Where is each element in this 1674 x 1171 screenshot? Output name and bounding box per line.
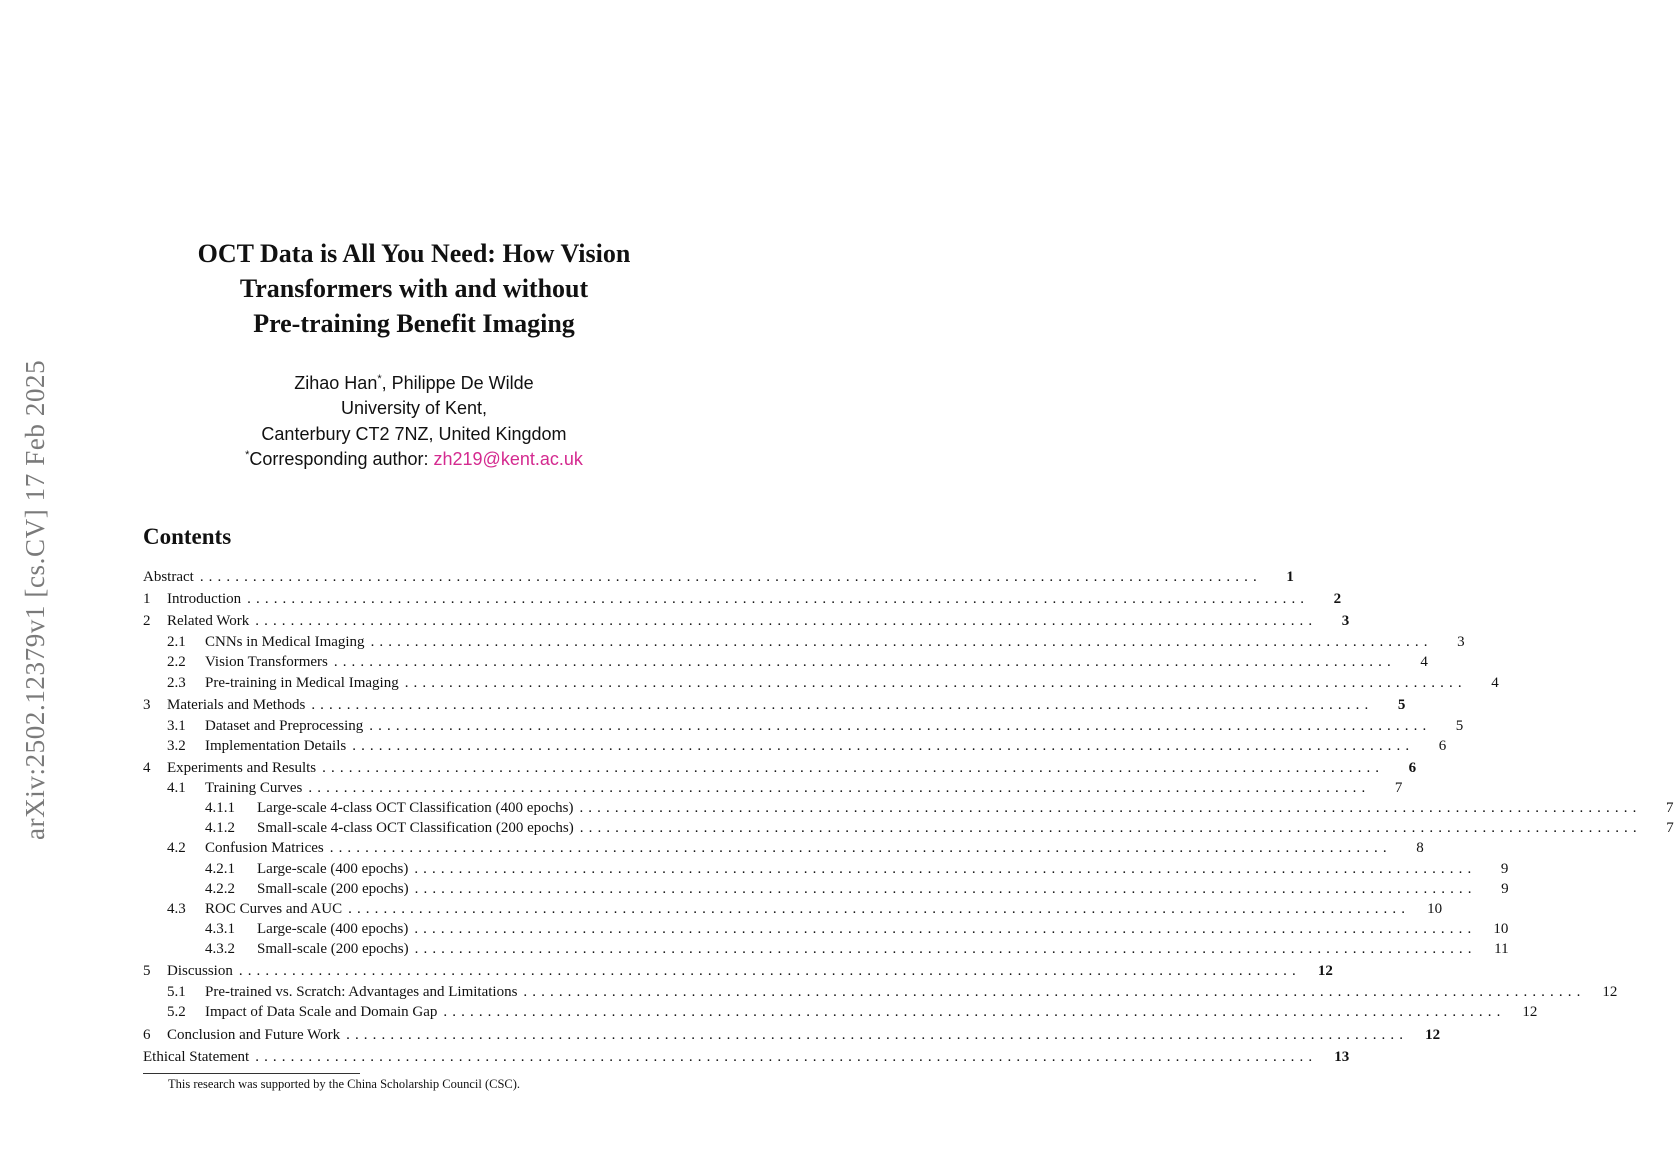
toc-leader-dots: ........................................................................................................................ <box>370 634 1433 650</box>
toc-page-number: 1 <box>1286 569 1294 585</box>
toc-page-number: 8 <box>1416 840 1424 856</box>
footnote-divider <box>143 1073 360 1074</box>
toc-leader-dots: ........................................................................................................................ <box>329 840 1392 856</box>
toc-page-number: 12 <box>1602 984 1618 1000</box>
toc-title: Dataset and Preprocessing <box>205 718 364 734</box>
toc-title: Vision Transformers <box>205 654 328 670</box>
first-author: Zihao Han <box>294 373 378 393</box>
author-marker: * <box>377 373 382 385</box>
corresponding-author <box>114 447 714 472</box>
toc-page-number: 9 <box>1501 881 1509 897</box>
toc-title: Conclusion and Future Work <box>167 1027 341 1043</box>
affiliation: University of Kent, <box>340 398 488 419</box>
toc-leader-dots: ........................................................................................................................ <box>255 1049 1318 1065</box>
toc-leader-dots: ........................................................................................................................ <box>322 760 1385 776</box>
toc-page-number: 12 <box>1425 1027 1441 1043</box>
toc-section-number: 2.2 <box>167 654 186 670</box>
toc-title: Pre-trained vs. Scratch: Advantages and Limitations <box>205 984 518 1000</box>
toc-page-number: 7 <box>1666 820 1674 836</box>
toc-leader-dots: ........................................................................................................................ <box>523 984 1586 1000</box>
toc-title: Introduction <box>167 591 242 607</box>
toc-entry[interactable] <box>143 1025 1441 1045</box>
toc-entry[interactable] <box>143 982 1618 1002</box>
toc-section-number: 4.1 <box>167 780 186 796</box>
toc-section-number: 2 <box>143 613 151 629</box>
toc-page-number: 7 <box>1665 800 1674 816</box>
toc-entry[interactable] <box>143 961 1333 981</box>
toc-leader-dots: ........................................................................................................................ <box>414 861 1477 877</box>
toc-leader-dots: ........................................................................................................................ <box>369 718 1432 734</box>
toc-entry[interactable] <box>143 778 1403 798</box>
toc-entry[interactable] <box>143 567 1294 587</box>
toc-section-number: 3.1 <box>167 718 186 734</box>
toc-section-number: 4 <box>143 760 151 776</box>
toc-page-number: 3 <box>1341 613 1350 629</box>
toc-leader-dots: ........................................................................................................................ <box>414 941 1477 957</box>
toc-title: Discussion <box>167 963 233 979</box>
toc-entry[interactable] <box>143 919 1509 939</box>
toc-entry[interactable] <box>143 716 1464 736</box>
other-authors: , Philippe De Wilde <box>381 373 534 393</box>
toc-section-number: 4.1.1 <box>205 800 235 816</box>
toc-page-number: 12 <box>1317 963 1333 979</box>
toc-leader-dots: ........................................................................................................................ <box>308 780 1371 796</box>
toc-section-number: 4.1.2 <box>205 820 235 836</box>
toc-page-number: 9 <box>1500 861 1509 877</box>
toc-leader-dots: ........................................................................................................................ <box>414 881 1477 897</box>
toc-page-number: 12 <box>1522 1004 1538 1020</box>
toc-section-number: 5.2 <box>167 1004 186 1020</box>
toc-section-number: 1 <box>143 591 151 607</box>
toc-page-number: 10 <box>1427 901 1443 917</box>
toc-page-number: 3 <box>1457 634 1465 650</box>
toc-page-number: 4 <box>1420 654 1428 670</box>
toc-title: Large-scale (400 epochs) <box>257 861 409 877</box>
title-line: Transformers with and without <box>239 274 589 303</box>
toc-entry[interactable] <box>143 758 1417 778</box>
toc-title: Related Work <box>167 613 250 629</box>
toc-section-number: 2.3 <box>167 675 186 691</box>
toc-title: CNNs in Medical Imaging <box>205 634 365 650</box>
toc-page-number: 4 <box>1491 675 1499 691</box>
toc-page-number: 7 <box>1394 780 1403 796</box>
toc-title: Experiments and Results <box>167 760 317 776</box>
toc-entry[interactable] <box>143 899 1443 919</box>
title-line: Pre-training Benefit Imaging <box>253 309 575 338</box>
toc-section-number: 4.2.1 <box>205 861 235 877</box>
toc-entry[interactable] <box>143 695 1406 715</box>
title-line: OCT Data is All You Need: How Vision <box>197 239 631 268</box>
corresponding-label: Corresponding author: <box>249 448 434 469</box>
toc-leader-dots: ........................................................................................................................ <box>579 820 1642 836</box>
toc-section-number: 4.2.2 <box>205 881 235 897</box>
corresponding-marker: * <box>245 448 250 461</box>
arxiv-identifier-stamp: arXiv:2502.12379v1 [cs.CV] 17 Feb 2025 <box>20 359 50 840</box>
toc-page-number: 5 <box>1397 697 1406 713</box>
toc-section-number: 3 <box>143 697 151 713</box>
toc-leader-dots: ........................................................................................................................ <box>404 675 1467 691</box>
author-names <box>114 371 714 396</box>
toc-section-number: 4.2 <box>167 840 186 856</box>
toc-entry[interactable] <box>143 1002 1538 1022</box>
email-link[interactable]: zh219@kent.ac.uk <box>433 448 583 469</box>
toc-section-number: 6 <box>143 1027 151 1043</box>
toc-title: Large-scale 4-class OCT Classification (400 epochs) <box>257 800 574 816</box>
toc-entry[interactable] <box>143 611 1350 631</box>
toc-leader-dots: ........................................................................................................................ <box>348 901 1411 917</box>
toc-title: Small-scale (200 epochs) <box>257 881 409 897</box>
toc-title: Abstract <box>143 569 194 585</box>
contents-heading: Contents <box>143 524 232 549</box>
toc-page-number: 6 <box>1408 760 1417 776</box>
toc-section-number: 5 <box>143 963 151 979</box>
toc-page-number: 11 <box>1494 941 1509 957</box>
toc-entry[interactable] <box>143 859 1509 879</box>
toc-page-number: 6 <box>1438 738 1447 754</box>
toc-leader-dots: ........................................................................................................................ <box>346 1027 1409 1043</box>
toc-leader-dots: ........................................................................................................................ <box>238 963 1301 979</box>
toc-leader-dots: ........................................................................................................................ <box>333 654 1396 670</box>
toc-section-number: 4.3.2 <box>205 941 235 957</box>
toc-title: Ethical Statement <box>143 1049 250 1065</box>
toc-entry[interactable] <box>143 736 1447 756</box>
toc-title: Impact of Data Scale and Domain Gap <box>205 1004 438 1020</box>
toc-leader-dots: ........................................................................................................................ <box>311 697 1374 713</box>
toc-leader-dots: ........................................................................................................................ <box>414 921 1477 937</box>
toc-title: ROC Curves and AUC <box>205 901 343 917</box>
toc-section-number: 4.3 <box>167 901 186 917</box>
toc-entry[interactable] <box>143 652 1428 672</box>
toc-section-number: 4.3.1 <box>205 921 235 937</box>
toc-entry[interactable] <box>143 818 1674 838</box>
toc-leader-dots: ........................................................................................................................ <box>443 1004 1506 1020</box>
toc-page-number: 5 <box>1455 718 1464 734</box>
toc-entry[interactable] <box>143 589 1342 609</box>
toc-entry[interactable] <box>143 1047 1350 1067</box>
toc-leader-dots: ........................................................................................................................ <box>352 738 1415 754</box>
toc-title: Implementation Details <box>205 738 347 754</box>
toc-section-number: 2.1 <box>167 634 186 650</box>
author-block <box>114 371 714 472</box>
toc-title: Large-scale (400 epochs) <box>257 921 409 937</box>
toc-leader-dots: ........................................................................................................................ <box>579 800 1642 816</box>
toc-title: Small-scale (200 epochs) <box>257 941 409 957</box>
toc-title: Pre-training in Medical Imaging <box>205 675 399 691</box>
toc-entry[interactable] <box>143 838 1424 858</box>
toc-page-number: 13 <box>1334 1049 1350 1065</box>
toc-title: Confusion Matrices <box>205 840 324 856</box>
toc-title: Small-scale 4-class OCT Classification (200 epochs) <box>257 820 574 836</box>
toc-section-number: 3.2 <box>167 738 186 754</box>
toc-entry[interactable] <box>143 879 1509 899</box>
toc-page-number: 2 <box>1333 591 1342 607</box>
footnote: This research was supported by the China Scholarship Council (CSC). <box>168 1077 521 1091</box>
affiliation-address: Canterbury CT2 7NZ, United Kingdom <box>261 423 567 444</box>
toc-entry[interactable] <box>143 939 1509 959</box>
toc-entry[interactable] <box>143 673 1499 693</box>
toc-leader-dots: ........................................................................................................................ <box>247 591 1310 607</box>
toc-title: Training Curves <box>205 780 303 796</box>
toc-section-number: 5.1 <box>167 984 186 1000</box>
paper-title <box>114 236 714 341</box>
toc-page-number: 10 <box>1493 921 1509 937</box>
toc-entry[interactable] <box>143 632 1465 652</box>
toc-title: Materials and Methods <box>167 697 306 713</box>
toc-leader-dots: ........................................................................................................................ <box>199 569 1262 585</box>
toc-leader-dots: ........................................................................................................................ <box>255 613 1318 629</box>
toc-entry[interactable] <box>143 798 1674 818</box>
